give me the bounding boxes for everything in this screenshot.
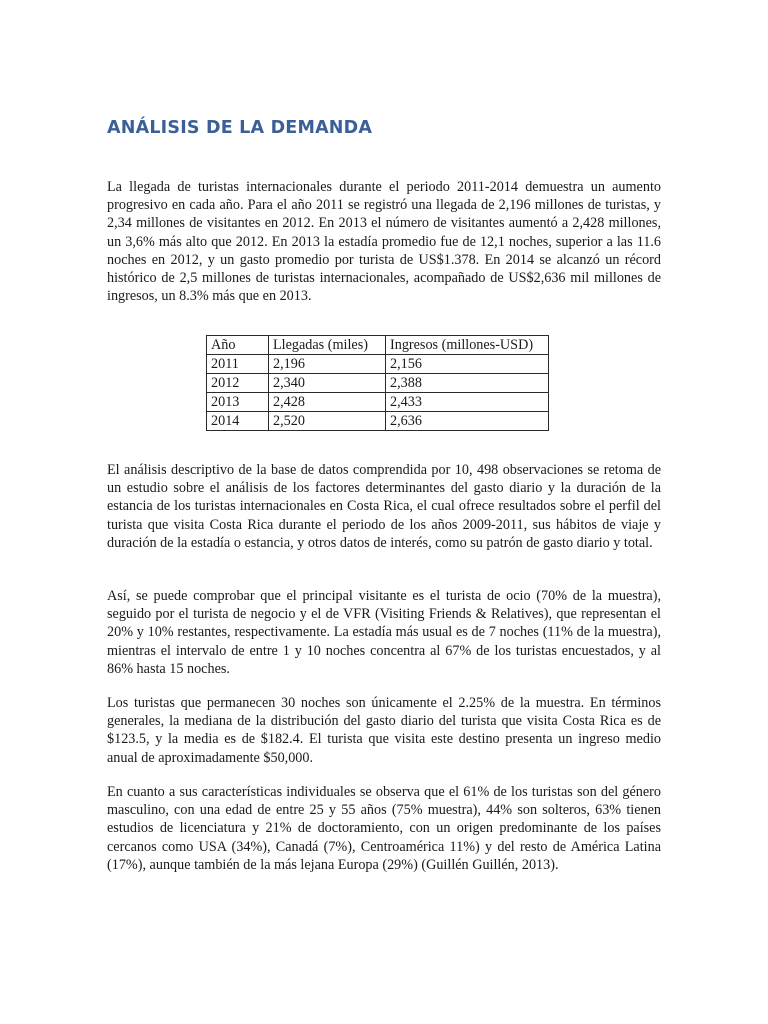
- paragraph-arrivals: La llegada de turistas internacionales durante el periodo 2011-2014 demuestra un aumento progresivo en cada año. Para el año 2011 se registró una llegada de 2,196 millones de turistas, y 2,34 millones de visitantes en 2012. En 2013 el número de visitantes aumentó a 2,428 millones, un 3,6% más alto que 2012. En 2013 la estadía promedio fue de 12,1 noches, superior a las 11.6 noches en 2012, y un gasto promedio por turista de US$1.378. En 2014 se alcanzó un récord histórico de 2,5 millones de turistas internacionales, acompañado de US$2,636 mil millones de ingresos, un 8.3% más que en 2013.: [107, 179, 661, 305]
- arrivals-revenue-table: [206, 335, 549, 431]
- table-cell: 2,433: [386, 393, 549, 412]
- table-row: [207, 374, 549, 393]
- table-header-cell: Año: [207, 336, 269, 355]
- table-cell: 2,156: [386, 355, 549, 374]
- section-heading: ANÁLISIS DE LA DEMANDA: [107, 118, 373, 138]
- paragraph-spending: Los turistas que permanecen 30 noches son únicamente el 2.25% de la muestra. En términos generales, la mediana de la distribución del gasto diario del turista que visita Costa Rica es de $123.5, y la media es de $182.4. El turista que visita este destino presenta un ingreso medio anual de aproximadamente $50,000.: [107, 695, 661, 766]
- table-row: [207, 412, 549, 431]
- table-header-row: [207, 336, 549, 355]
- table-cell: 2,428: [269, 393, 386, 412]
- table-row: [207, 355, 549, 374]
- paragraph-visitor-types: Así, se puede comprobar que el principal visitante es el turista de ocio (70% de la muestra), seguido por el turista de negocio y el de VFR (Visiting Friends & Relatives), que representan el 20% y 10% restantes, respectivamente. La estadía más usual es de 7 noches (11% de la muestra), mientras el intervalo de entre 1 y 10 noches concentra al 67% de los turistas encuestados, y al 86% hasta 15 noches.: [107, 588, 661, 677]
- table-cell: 2,340: [269, 374, 386, 393]
- paragraph-descriptive-analysis: El análisis descriptivo de la base de datos comprendida por 10, 498 observaciones se retoma de un estudio sobre el análisis de los factores determinantes del gasto diario y la duración de la estancia de los turistas internacionales en Costa Rica, el cual ofrece resultados sobre el perfil del turista que visita Costa Rica durante el periodo de los años 2009-2011, sus hábitos de viaje y duración de la estadía o estancia, y otros datos de interés, como su patrón de gasto diario y total.: [107, 462, 661, 551]
- table-cell: 2,388: [386, 374, 549, 393]
- table-row: [207, 393, 549, 412]
- table-cell: 2013: [207, 393, 269, 412]
- table-cell: 2011: [207, 355, 269, 374]
- table-cell: 2,196: [269, 355, 386, 374]
- table-header-cell: Llegadas (miles): [269, 336, 386, 355]
- paragraph-characteristics: En cuanto a sus características individuales se observa que el 61% de los turistas son del género masculino, con una edad de entre 25 y 55 años (75% muestra), 44% son solteros, 63% tienen estudios de licenciatura y 21% de doctoramiento, con un origen predominante de los países cercanos como USA (34%), Canadá (7%), Centroamérica 11%) y del resto de América Latina (17%), aunque también de la más lejana Europa (29%) (Guillén Guillén, 2013).: [107, 784, 661, 873]
- table-cell: 2012: [207, 374, 269, 393]
- table-cell: 2,636: [386, 412, 549, 431]
- table-cell: 2014: [207, 412, 269, 431]
- table-header-cell: Ingresos (millones-USD): [386, 336, 549, 355]
- table-cell: 2,520: [269, 412, 386, 431]
